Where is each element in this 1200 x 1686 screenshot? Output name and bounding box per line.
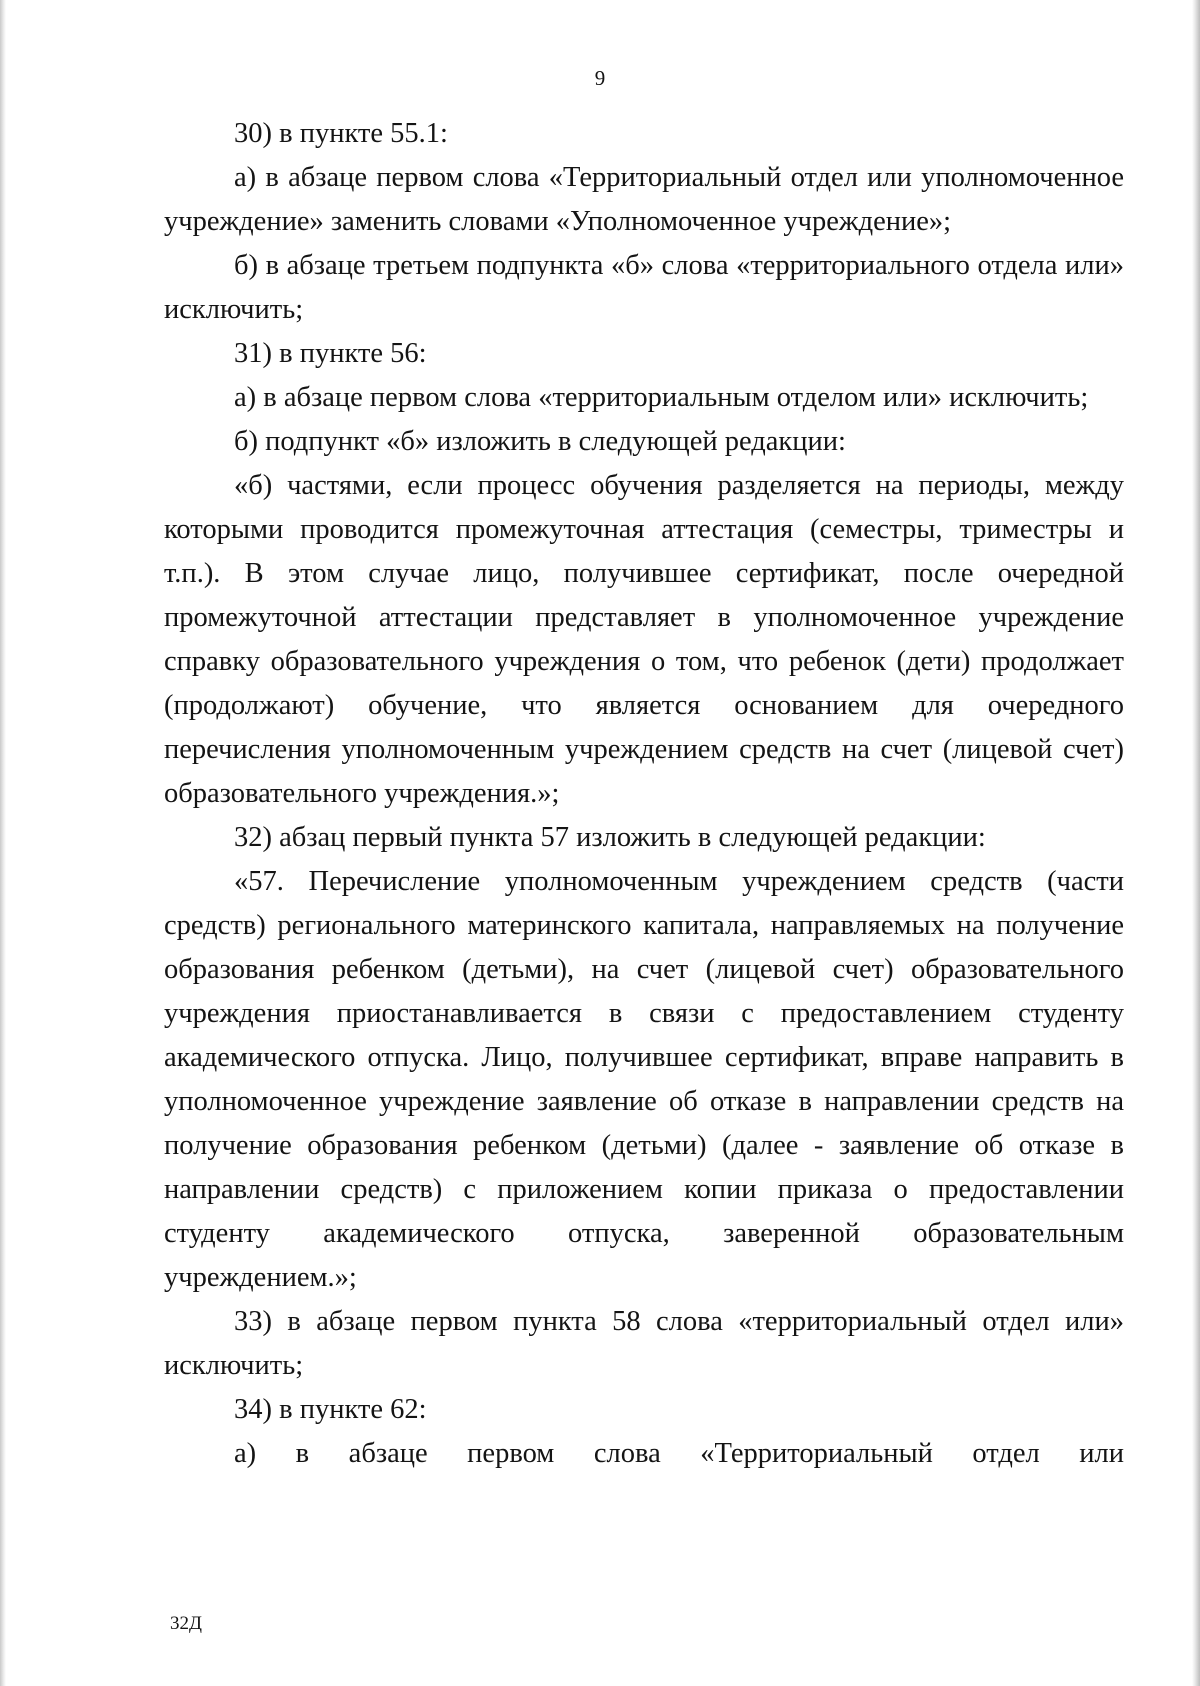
paragraph-item-31a: а) в абзаце первом слова «территориальным отделом или» исключить; <box>234 382 1089 413</box>
paragraph-quote-57: «57. Перечисление уполномоченным учреждением средств (части средств) регионального материнского капитала, направляемых на получение образования ребенком (детьми), на счет (лицевой счет) образовательного учреждения приостанавливается в связи с предоставлением студенту академического отпуска. Лицо, получившее сертификат, вправе направить в уполномоченное учреждение заявление об отказе в направлении средств на получение образования ребенком (детьми) (далее - заявление об отказе в направлении средств) с приложением копии приказа о предоставлении студенту академического отпуска, заверенной образовательным учреждением.»; <box>164 866 1124 1293</box>
document-body <box>164 112 1124 1476</box>
paragraph-item-31b: б) подпункт «б» изложить в следующей редакции: <box>234 426 846 457</box>
paragraph-quote-b: «б) частями, если процесс обучения разделяется на периоды, между которыми проводится промежуточная аттестация (семестры, триместры и т.п.). В этом случае лицо, получившее сертификат, после очередной промежуточной аттестации представляет в уполномоченное учреждение справку образовательного учреждения о том, что ребенок (дети) продолжает (продолжают) обучение, что является основанием для очередного перечисления уполномоченным учреждением средств на счет (лицевой счет) образовательного учреждения.»; <box>164 470 1124 809</box>
paragraph-item-34: 34) в пункте 62: <box>234 1394 427 1425</box>
paragraph-item-30a: а) в абзаце первом слова «Территориальный отдел или уполномоченное учреждение» заменить словами «Уполномоченное учреждение»; <box>164 162 1124 237</box>
scan-edge-right <box>1192 0 1200 1686</box>
page-number-wrap <box>0 66 1200 91</box>
paragraph-item-31: 31) в пункте 56: <box>234 338 427 369</box>
page-number: 9 <box>594 66 606 90</box>
scan-edge-left <box>0 0 6 1686</box>
paragraph-item-30b: б) в абзаце третьем подпункта «б» слова «территориального отдела или» исключить; <box>164 250 1124 325</box>
paragraph-item-30: 30) в пункте 55.1: <box>234 118 448 149</box>
paragraph-item-34a: а) в абзаце первом слова «Территориальный отдел или <box>234 1438 1124 1469</box>
paragraph-item-33: 33) в абзаце первом пункта 58 слова «территориальный отдел или» исключить; <box>164 1306 1124 1381</box>
paragraph-item-32: 32) абзац первый пункта 57 изложить в следующей редакции: <box>234 822 986 853</box>
footer-document-code: 32Д <box>170 1613 202 1634</box>
